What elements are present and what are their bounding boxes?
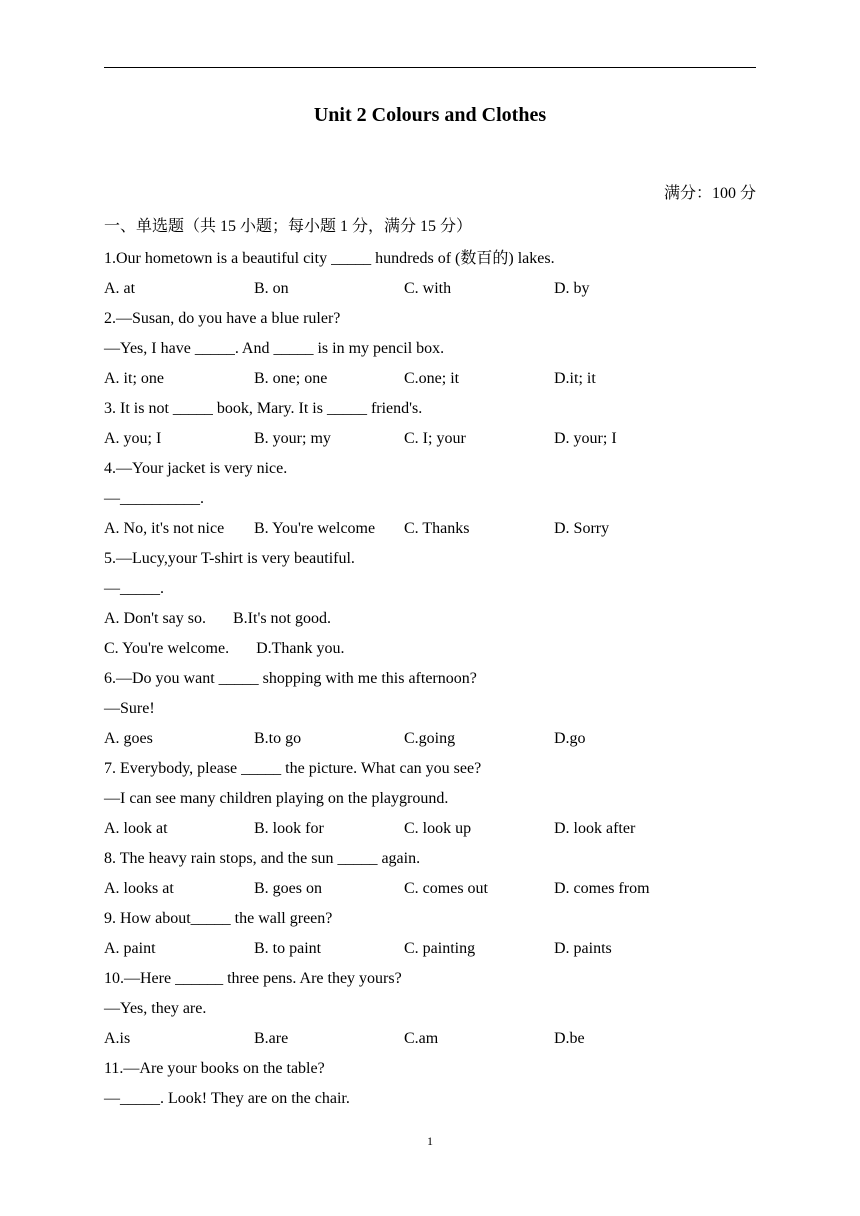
answer-option: C. comes out [404, 880, 488, 897]
answer-options [104, 724, 760, 754]
document-title: Unit 2 Colours and Clothes [313, 104, 547, 126]
answer-options [104, 424, 760, 454]
answer-option: D. paints [554, 940, 612, 957]
answer-options [104, 634, 760, 664]
question-line: 5.—Lucy,your T-shirt is very beautiful. [104, 550, 355, 567]
answer-options [104, 364, 760, 394]
answer-option: B. your; my [254, 430, 331, 447]
question-line: —Yes, they are. [104, 1000, 207, 1017]
answer-option: A. No, it's not nice [104, 520, 225, 537]
answer-options [104, 514, 760, 544]
answer-option: A. at [104, 280, 136, 297]
question-line: 3. It is not _____ book, Mary. It is _____ friend's. [104, 400, 423, 417]
answer-option: A. looks at [104, 880, 174, 897]
header-rule [104, 67, 756, 68]
question-line: —I can see many children playing on the playground. [104, 790, 449, 807]
question-line: 11.—Are your books on the table? [104, 1060, 325, 1077]
answer-option: C.one; it [404, 370, 460, 387]
answer-option: A. look at [104, 820, 168, 837]
question-line: 10.—Here ______ three pens. Are they yours? [104, 970, 402, 987]
question-line: 2.—Susan, do you have a blue ruler? [104, 310, 341, 327]
answer-option: C.am [404, 1030, 439, 1047]
question-line: —Yes, I have _____. And _____ is in my pencil box. [104, 340, 445, 357]
question-list [104, 244, 760, 1114]
answer-option: A.is [104, 1030, 131, 1047]
answer-option: A. you; I [104, 430, 162, 447]
answer-options [104, 814, 760, 844]
answer-option: B. on [254, 280, 289, 297]
answer-option: D. Sorry [554, 520, 610, 537]
question-line: 6.—Do you want _____ shopping with me this afternoon? [104, 670, 477, 687]
total-score: 满分：100 分 [663, 185, 756, 202]
answer-option: A. Don't say so. [104, 610, 206, 627]
answer-option: B. to paint [254, 940, 322, 957]
answer-options [104, 274, 760, 304]
answer-option: C. Thanks [404, 520, 470, 537]
question-line: 8. The heavy rain stops, and the sun _____ again. [104, 850, 421, 867]
answer-options [104, 874, 760, 904]
answer-option: D. comes from [554, 880, 650, 897]
answer-option: D.Thank you. [256, 640, 345, 657]
section-heading: 一、单选题（共 15 小题；每小题 1 分，满分 15 分） [104, 218, 473, 235]
question-line: —__________. [104, 490, 204, 507]
answer-option: C. with [404, 280, 452, 297]
question-line: 1.Our hometown is a beautiful city _____ hundreds of (数百的) lakes. [104, 250, 555, 267]
question-line: 7. Everybody, please _____ the picture. What can you see? [104, 760, 482, 777]
question-line: —Sure! [104, 700, 155, 717]
answer-option: A. paint [104, 940, 156, 957]
answer-option: A. goes [104, 730, 153, 747]
answer-option: B. You're welcome [254, 520, 376, 537]
answer-option: C. painting [404, 940, 476, 957]
page-number: 1 [427, 1134, 433, 1148]
answer-option: B.It's not good. [233, 610, 331, 627]
question-line: —_____. [104, 580, 164, 597]
answer-option: D.be [554, 1030, 585, 1047]
answer-options [104, 1024, 760, 1054]
answer-option: B. one; one [254, 370, 328, 387]
answer-option: D. by [554, 280, 590, 297]
answer-option: D.it; it [554, 370, 596, 387]
answer-option: B. goes on [254, 880, 322, 897]
answer-options [104, 934, 760, 964]
answer-option: C. You're welcome. [104, 640, 230, 657]
answer-option: D. your; I [554, 430, 617, 447]
question-line: —_____. Look! They are on the chair. [104, 1090, 350, 1107]
answer-option: D. look after [554, 820, 636, 837]
answer-option: B.to go [254, 730, 302, 747]
answer-option: C. I; your [404, 430, 466, 447]
answer-option: C. look up [404, 820, 472, 837]
answer-option: A. it; one [104, 370, 164, 387]
answer-options [104, 604, 760, 634]
answer-option: B.are [254, 1030, 289, 1047]
question-line: 9. How about_____ the wall green? [104, 910, 333, 927]
question-line: 4.—Your jacket is very nice. [104, 460, 288, 477]
answer-option: C.going [404, 730, 456, 747]
answer-option: B. look for [254, 820, 324, 837]
answer-option: D.go [554, 730, 586, 747]
